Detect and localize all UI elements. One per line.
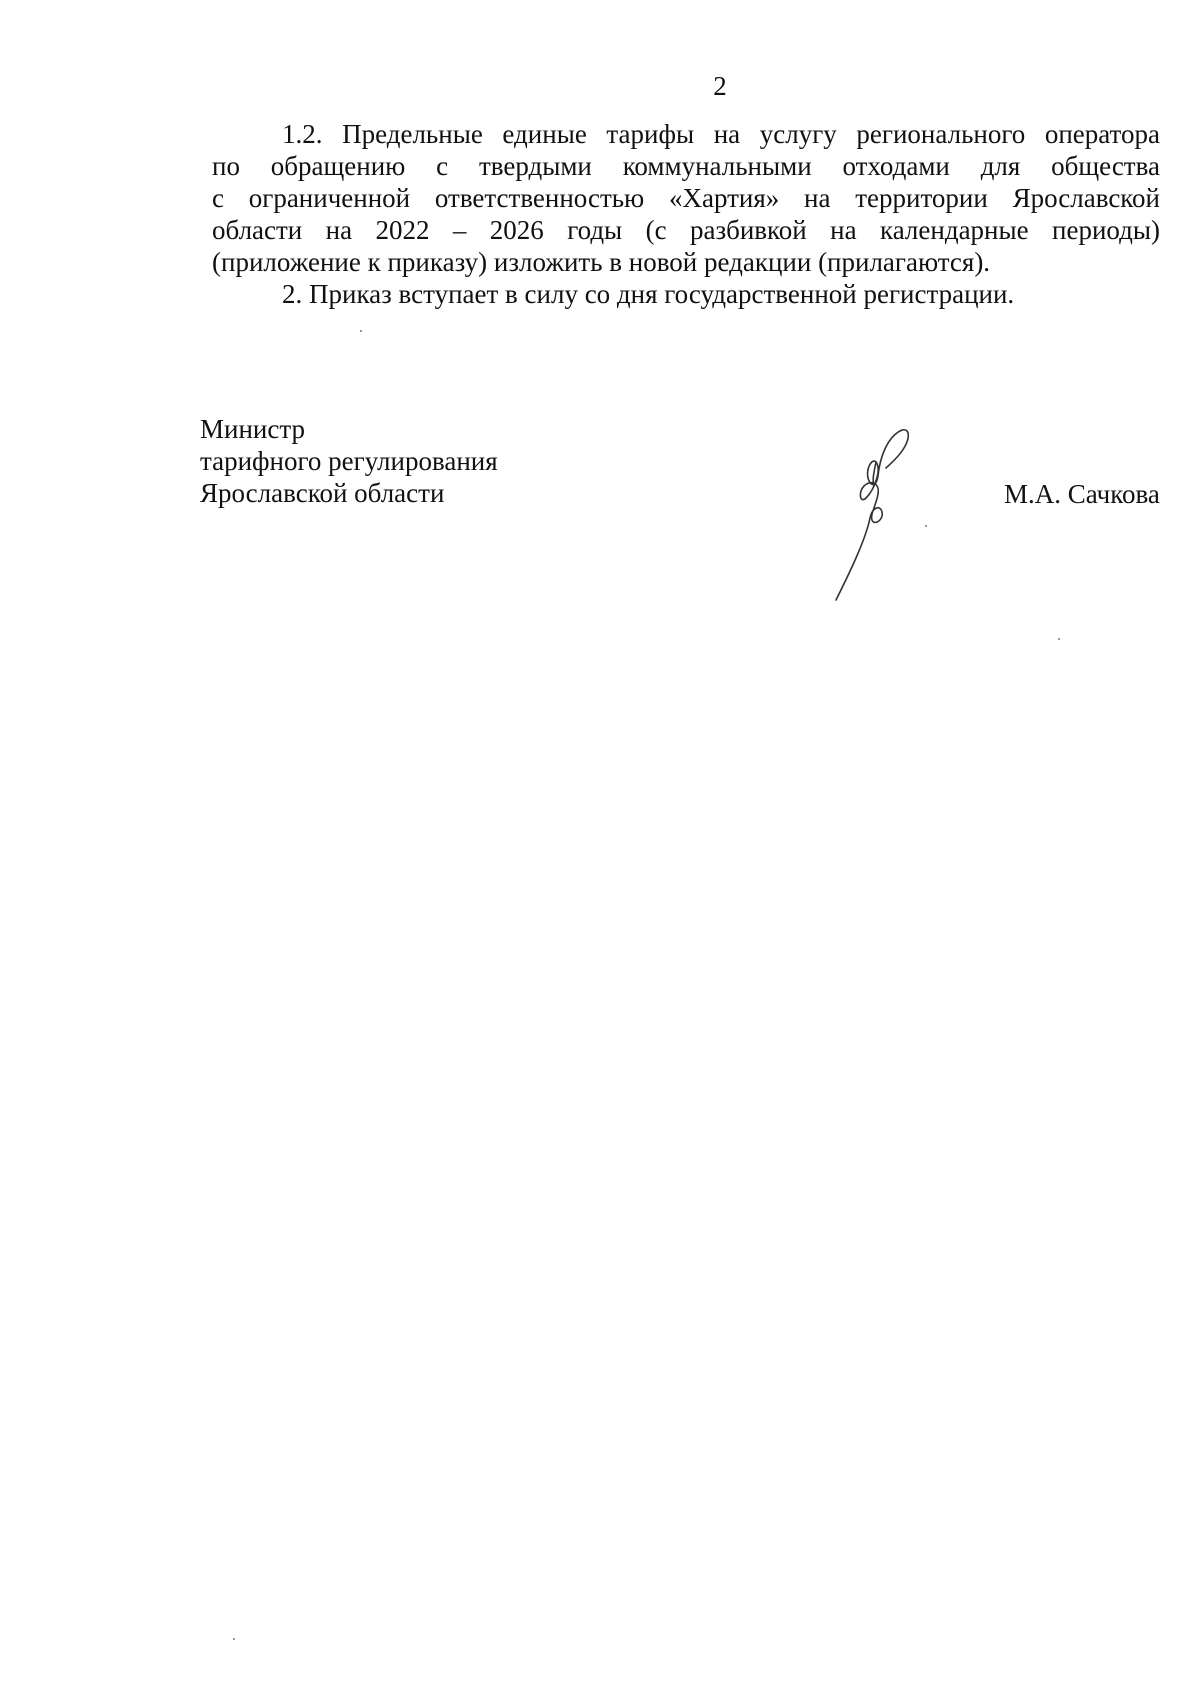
- signer-name: М.А. Сачкова: [1004, 479, 1160, 509]
- position-line: Ярославской области: [200, 478, 445, 508]
- handwritten-signature: [830, 428, 940, 603]
- position-line: тарифного регулирования: [200, 446, 498, 476]
- paragraph-line: области на 2022 – 2026 годы (с разбивкой на календарные периоды): [212, 215, 1160, 245]
- page-number: 2: [713, 71, 727, 101]
- paragraph-line: (приложение к приказу) изложить в новой редакции (прилагаются).: [212, 247, 991, 277]
- scan-speck: [360, 330, 362, 332]
- paragraph-line: с ограниченной ответственностью «Хартия» на территории Ярославской: [212, 183, 1160, 213]
- paragraph-1-2: [212, 118, 1160, 278]
- paragraph-line: 2. Приказ вступает в силу со дня государственной регистрации.: [282, 279, 1015, 309]
- position-line: Министр: [200, 414, 305, 444]
- scan-speck: [233, 1638, 235, 1640]
- paragraph-line: 1.2. Предельные единые тарифы на услугу регионального оператора: [282, 119, 1160, 149]
- document-body: [212, 118, 1160, 310]
- paragraph-line: по обращению с твердыми коммунальными отходами для общества: [212, 151, 1160, 181]
- signatory-position: [200, 413, 498, 509]
- scan-speck: [925, 525, 927, 527]
- scan-speck: [1058, 638, 1060, 640]
- paragraph-2: [212, 278, 1160, 310]
